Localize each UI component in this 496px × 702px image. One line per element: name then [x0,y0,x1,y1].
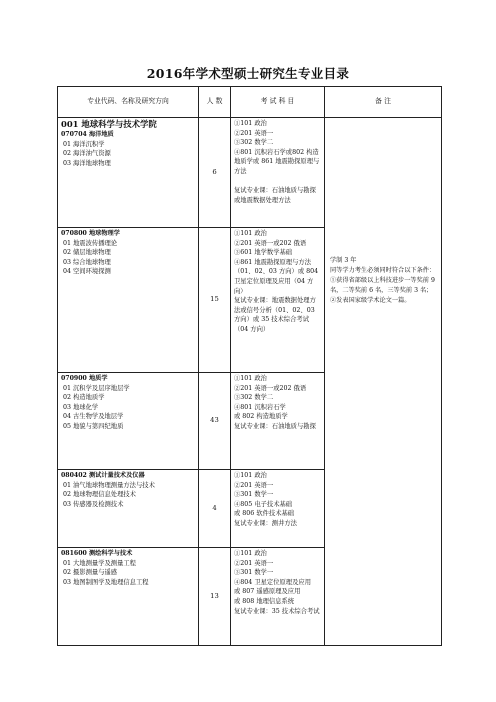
exam-item: ④801 沉积岩石学或802 构造地质学或 861 地震勘探原理与方法 [234,148,320,175]
exam-item: ④804 卫星定位原理及应用 [234,578,311,586]
major-cell [58,118,199,228]
direction: 02 地球物理信息处理技术 [63,491,136,499]
major-cell [58,470,199,548]
major-cell [58,373,199,470]
direction: 04 空间环境探测 [63,268,111,276]
exam-retest: 复试专业课：35 技术综合考试 [234,607,320,615]
exam-item: ③301 数学一 [234,491,274,499]
direction: 03 传感器及检测技术 [63,500,124,508]
direction: 03 综合地球物理 [63,258,111,266]
exam-item: ②201 英语一 [234,481,274,489]
note-line: ②发表国家级学术论文一篇。 [330,297,411,304]
direction: 03 地图制图学及地理信息工程 [63,578,149,586]
exam-item: ③302 数学二 [234,139,274,147]
header-exam: 考 试 科 目 [231,87,325,118]
count-cell: 6 [199,118,231,228]
exam-item: ②201 英语一或202 俄语 [234,239,307,247]
exam-item: ④801 沉积岩石学 [234,403,286,411]
exam-retest: 复试专业课：石油地质与勘探或地震数据处理方法 [234,187,316,204]
count-cell: 15 [199,228,231,373]
major-cell [58,228,199,373]
exam-retest: 复试专业课：石油地质与勘探 [234,422,316,430]
exam-item: 或 807 遥感原理及应用 [234,588,301,596]
note-line: ①获得省部级以上科技进步一等奖前 9 名，二等奖前 6 名，三等奖前 3 名； [330,277,435,294]
exam-retest: 复试专业课：测井方法 [234,519,297,527]
exam-item: ③302 数学二 [234,394,274,402]
header-major: 专业代码、名称及研究方向 [58,87,199,118]
page-title: 2016年学术型硕士研究生专业目录 [146,66,350,81]
count-cell: 4 [199,470,231,548]
exam-item: ①101 政治 [234,550,267,557]
exam-item: ②201 英语一 [234,129,274,137]
exam-item: 或 802 构造地质学 [234,413,288,421]
major-name: 070704 海洋地质 [61,131,114,138]
count-cell: 13 [199,548,231,646]
catalog-table [57,86,442,646]
exam-cell [231,470,325,548]
header-count: 人 数 [199,87,231,118]
direction: 02 构造地质学 [63,394,105,402]
exam-item: ①101 政治 [234,472,267,479]
direction: 01 地震波传播理论 [63,239,118,247]
table-row [58,118,442,228]
major-cell [58,548,199,646]
exam-spacer [234,177,321,187]
direction: 03 海洋地球物理 [63,159,111,167]
exam-item: 或 808 地理信息系统 [234,597,295,605]
exam-item: ①101 政治 [234,375,267,382]
exam-cell [231,373,325,470]
school-name: 001 地球科学与技术学院 [61,119,157,129]
exam-cell [231,228,325,373]
major-name: 070900 地质学 [61,375,108,382]
exam-item: ①101 政治 [234,230,267,237]
major-name: 070800 地球物理学 [61,230,120,237]
direction: 01 大地测量学及测量工程 [63,559,136,567]
exam-item: 或 806 软件技术基础 [234,510,295,518]
direction: 04 古生物学及地层学 [63,413,124,421]
direction: 01 油气地球物理测量方法与技术 [63,481,155,489]
exam-item: ④861 地震勘探原理与方法（01、02、03 方向）或 804 卫星定位原理及应用（04 方向） [234,258,319,295]
direction: 01 海洋沉积学 [63,140,105,148]
table-header-row [58,87,442,118]
exam-item: ②201 英语一或202 俄语 [234,384,307,392]
note-cell [325,118,442,646]
direction: 01 沉积学及层序地层学 [63,384,130,392]
direction: 02 摄影测量与遥感 [63,569,118,577]
exam-cell [231,118,325,228]
exam-item: ③601 地学数学基础 [234,249,293,257]
count-cell: 43 [199,373,231,470]
header-note: 备 注 [325,87,442,118]
direction: 02 储层地球物理 [63,249,111,257]
direction: 02 海洋油气资源 [63,150,111,158]
major-name: 080402 测试计量技术及仪器 [61,472,145,479]
direction: 03 地球化学 [63,403,99,411]
direction: 05 地貌与第四纪地质 [63,422,124,430]
major-name: 081600 测绘科学与技术 [61,550,133,557]
note-line: 同等学力考生必须同时符合以下条件： [330,267,436,274]
exam-cell [231,548,325,646]
exam-item: ①101 政治 [234,120,267,127]
exam-item: ③301 数学一 [234,569,274,577]
note-line: 学制 3 年 [330,257,357,264]
exam-item: ④805 电子技术基础 [234,500,293,508]
exam-retest: 复试专业课：地震数据处理方法或信号分析（01、02、03 方向）或 35 技术综合考试（04 方向） [234,297,316,333]
exam-item: ②201 英语一 [234,559,274,567]
